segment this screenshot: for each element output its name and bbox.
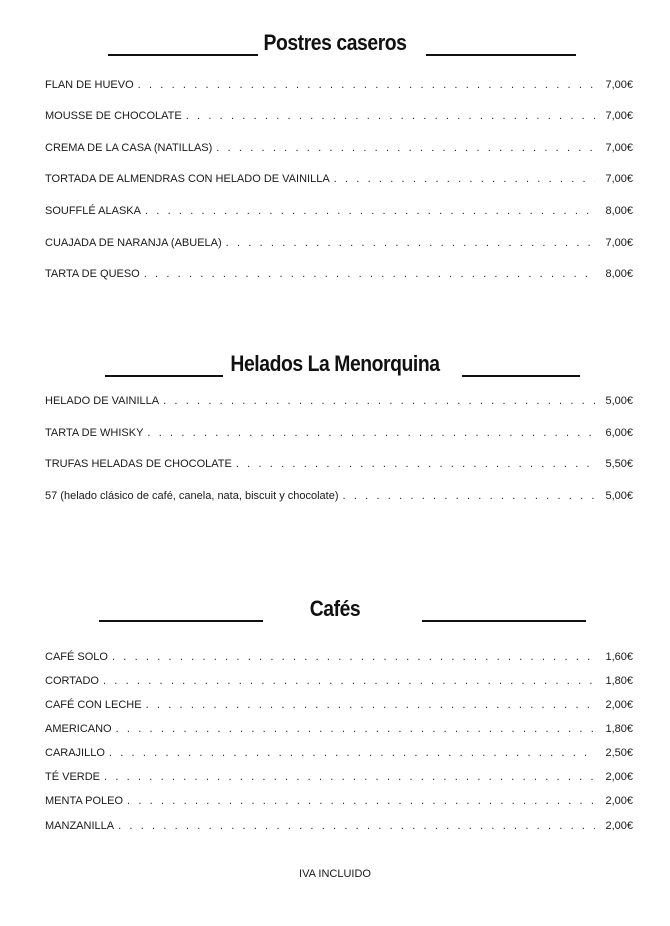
item-price: 2,00€ <box>605 795 633 807</box>
menu-item <box>45 108 633 124</box>
item-price: 7,00€ <box>605 110 633 122</box>
dot-leader <box>334 171 596 187</box>
menu-item <box>45 171 633 187</box>
menu-item <box>45 266 633 282</box>
item-price: 6,00€ <box>605 427 633 439</box>
menu-item <box>45 818 633 834</box>
dot-leader <box>116 721 596 737</box>
item-name: CAFÉ CON LECHE <box>45 699 142 711</box>
dot-leader <box>103 673 595 689</box>
item-name: AMERICANO <box>45 723 112 735</box>
item-name: HELADO DE VAINILLA <box>45 395 160 407</box>
dot-leader <box>343 488 596 504</box>
item-price: 1,60€ <box>605 651 633 663</box>
menu-item <box>45 488 633 504</box>
menu-item <box>45 140 633 156</box>
item-name: TRUFAS HELADAS DE CHOCOLATE <box>45 458 232 470</box>
item-name: MENTA POLEO <box>45 795 124 807</box>
item-name: SOUFFLÉ ALASKA <box>45 205 141 217</box>
item-price: 2,00€ <box>605 771 633 783</box>
section-title: Cafés <box>309 596 361 621</box>
menu-item <box>45 235 633 251</box>
item-price: 7,00€ <box>605 237 633 249</box>
dot-leader <box>216 140 595 156</box>
heading-rule-right <box>426 54 576 56</box>
item-price: 5,50€ <box>605 458 633 470</box>
menu-item <box>45 649 633 665</box>
item-name: MOUSSE DE CHOCOLATE <box>45 110 182 122</box>
item-price: 2,00€ <box>605 820 633 832</box>
dot-leader <box>163 393 595 409</box>
section-cafes <box>0 592 670 632</box>
item-price: 7,00€ <box>605 142 633 154</box>
item-price: 1,80€ <box>605 675 633 687</box>
item-name: CARAJILLO <box>45 747 105 759</box>
tax-note: IVA INCLUIDO <box>299 868 371 880</box>
menu-item <box>45 697 633 713</box>
item-price: 8,00€ <box>605 205 633 217</box>
menu-item <box>45 77 633 93</box>
item-name: TORTADA DE ALMENDRAS CON HELADO DE VAINILLA <box>45 173 330 185</box>
item-price: 2,50€ <box>605 747 633 759</box>
menu-item <box>45 393 633 409</box>
dot-leader <box>186 108 596 124</box>
dot-leader <box>146 697 596 713</box>
item-name: 57 (helado clásico de café, canela, nata, biscuit y chocolate) <box>45 490 339 502</box>
dot-leader <box>138 77 596 93</box>
menu-item <box>45 456 633 472</box>
item-name: CREMA DE LA CASA (NATILLAS) <box>45 142 213 154</box>
menu-item <box>45 769 633 785</box>
item-price: 5,00€ <box>605 395 633 407</box>
item-price: 2,00€ <box>605 699 633 711</box>
item-name: TARTA DE WHISKY <box>45 427 144 439</box>
dot-leader <box>127 793 595 809</box>
item-name: TÉ VERDE <box>45 771 101 783</box>
item-name: FLAN DE HUEVO <box>45 79 134 91</box>
dot-leader <box>109 745 596 761</box>
heading-rule-right <box>422 620 586 622</box>
section-heading <box>0 592 670 632</box>
section-heading <box>0 347 670 387</box>
dot-leader <box>147 425 595 441</box>
dot-leader <box>145 203 595 219</box>
item-name: TARTA DE QUESO <box>45 268 140 280</box>
section-helados <box>0 347 670 387</box>
item-name: CORTADO <box>45 675 99 687</box>
dot-leader <box>104 769 595 785</box>
dot-leader <box>236 456 596 472</box>
section-heading <box>0 26 670 66</box>
item-price: 5,00€ <box>605 490 633 502</box>
menu-item <box>45 745 633 761</box>
dot-leader <box>118 818 595 834</box>
dot-leader <box>226 235 596 251</box>
menu-item <box>45 721 633 737</box>
dot-leader <box>112 649 596 665</box>
section-title: Postres caseros <box>263 30 407 55</box>
item-price: 7,00€ <box>605 173 633 185</box>
item-price: 1,80€ <box>605 723 633 735</box>
menu-item <box>45 425 633 441</box>
item-name: MANZANILLA <box>45 820 115 832</box>
section-title: Helados La Menorquina <box>230 351 440 376</box>
menu-item <box>45 203 633 219</box>
menu-item <box>45 673 633 689</box>
item-price: 7,00€ <box>605 79 633 91</box>
item-name: CUAJADA DE NARANJA (ABUELA) <box>45 237 222 249</box>
menu-item <box>45 793 633 809</box>
heading-rule-right <box>462 375 580 377</box>
dot-leader <box>144 266 596 282</box>
section-postres <box>0 26 670 66</box>
item-name: CAFÉ SOLO <box>45 651 108 663</box>
item-price: 8,00€ <box>605 268 633 280</box>
